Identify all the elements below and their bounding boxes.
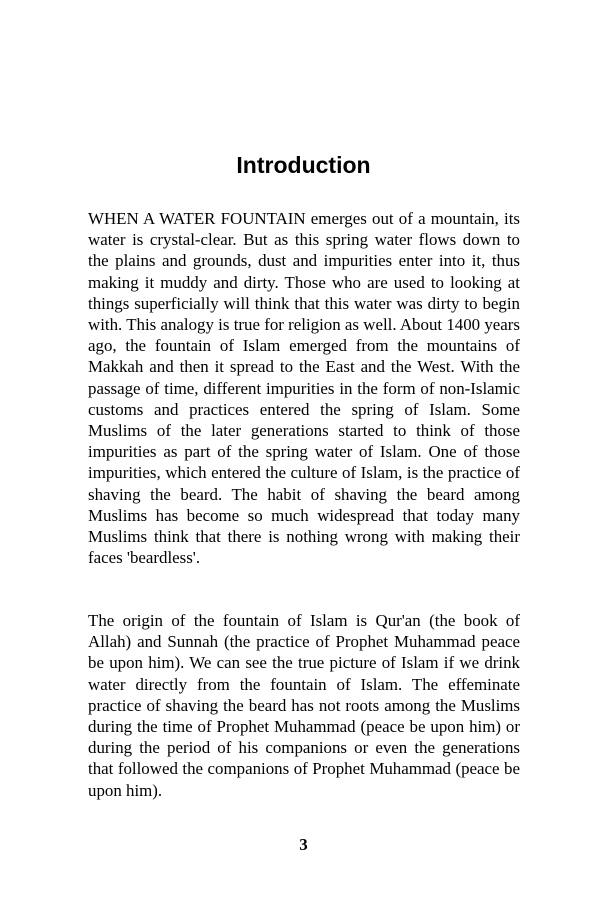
page-number: 3 [299, 835, 308, 854]
paragraph-2: The origin of the fountain of Islam is Qur'an (the book of Allah) and Sunnah (the practice of Prophet Muhammad peace be upon him). We can see the true picture of Islam if we drink water directly from the fountain of Islam. The effeminate practice of shaving the beard has not roots among the Muslims during the time of Prophet Muhammad (peace be upon him) or during the period of his companions or even the generations that followed the companions of Prophet Muhammad (peace be upon him). [88, 611, 520, 800]
paragraph-1: WHEN A WATER FOUNTAIN emerges out of a mountain, its water is crystal-clear. But as this spring water flows down to the plains and grounds, dust and impurities enter into it, thus making it muddy and dirty. Those who are used to looking at things superficially will think that this water was dirty to begin with. This analogy is true for religion as well. About 1400 years ago, the fountain of Islam emerged from the mountains of Makkah and then it spread to the East and the West. With the passage of time, different impurities in the form of non-Islamic customs and practices entered the spring of Islam. Some Muslims of the later generations started to think of those impurities as part of the spring water of Islam. One of those impurities, which entered the culture of Islam, is the practice of shaving the beard. The habit of shaving the beard among Muslims has become so much widespread that today many Muslims think that there is nothing wrong with making their faces 'beardless'. [88, 209, 520, 568]
chapter-title: Introduction [236, 152, 371, 178]
